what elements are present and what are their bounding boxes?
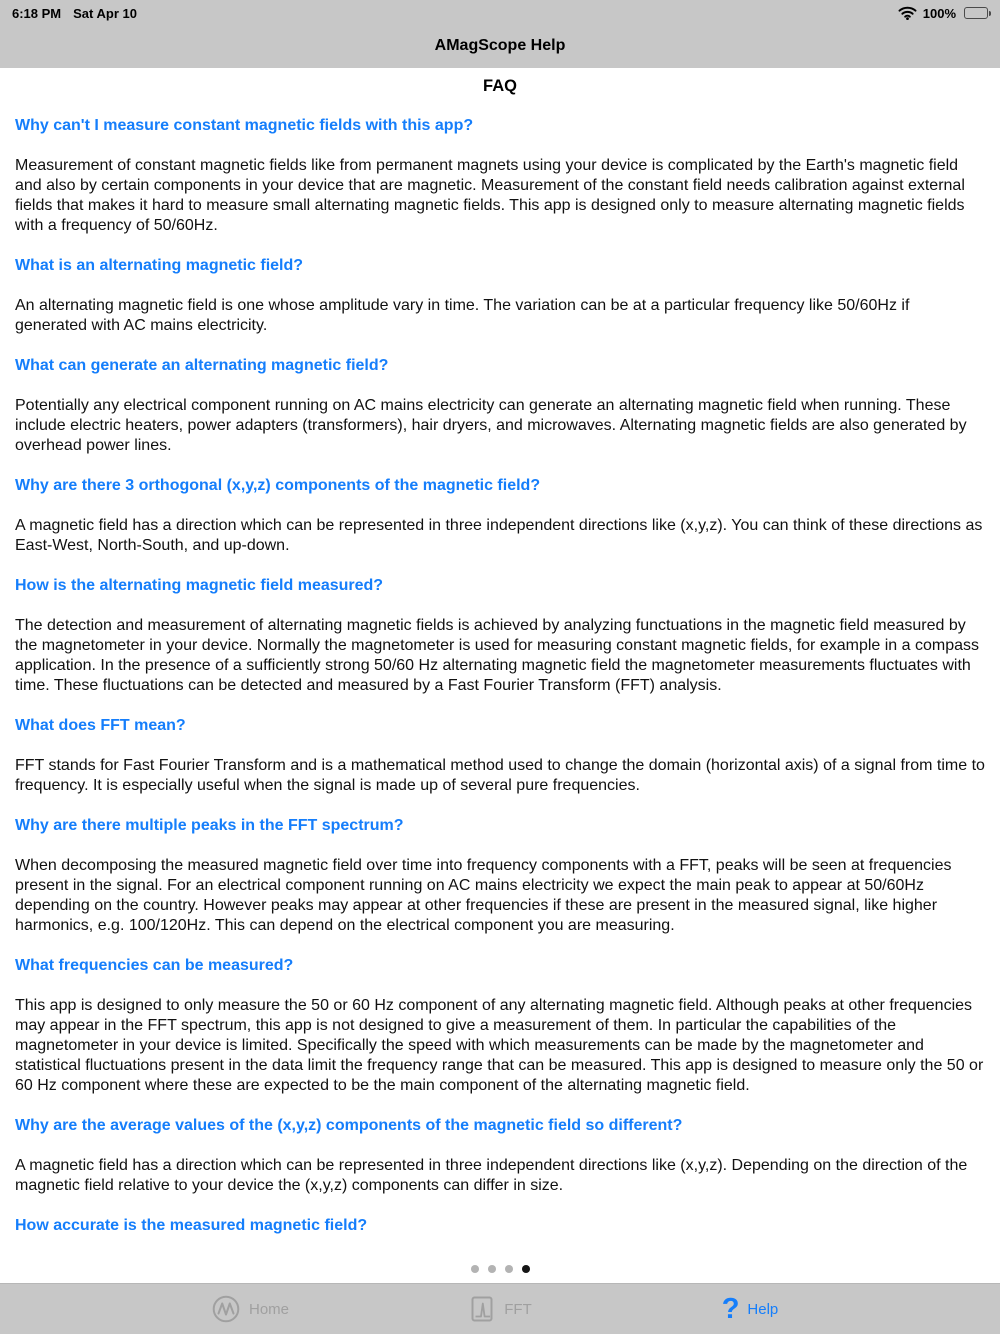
faq-question: What can generate an alternating magnetic field?	[15, 357, 389, 374]
status-date: Sat Apr 10	[73, 5, 137, 21]
battery-percent: 100%	[922, 5, 956, 21]
faq-answer: An alternating magnetic field is one whose amplitude vary in time. The variation can be at a particular frequency like 50/60Hz if generated with AC mains electricity.	[15, 297, 910, 334]
faq-question: How is the alternating magnetic field measured?	[15, 577, 384, 594]
faq-question: Why can't I measure constant magnetic fields with this app?	[15, 117, 474, 134]
tab-fft[interactable]	[375, 1294, 625, 1324]
faq-question: Why are the average values of the (x,y,z) components of the magnetic field so different?	[15, 1117, 683, 1134]
faq-question: Why are there multiple peaks in the FFT spectrum?	[15, 817, 404, 834]
nav-title: AMagScope Help	[434, 37, 566, 54]
status-bar	[0, 0, 1000, 24]
faq-answer: Measurement of constant magnetic fields like from permanent magnets using your device is complicated by the Earth's magnetic field and also by certain components in your device that are magnetic. Measurement of the constant field needs calibration against external fields that makes it hard to measure small alternating magnetic fields. This app is designed only to measure alternating magnetic fields with a frequency of 50/60Hz.	[15, 157, 965, 234]
faq-question: What is an alternating magnetic field?	[15, 257, 304, 274]
faq-answer: The detection and measurement of alternating magnetic fields is achieved by analyzing functuations in the magnetic field measured by the magnetometer in your device. Normally the magnetometer is used for measuring constant magnetic fields, for example in a compass application. In the presence of a sufficiently strong 50/60 Hz alternating magnetic field the magnetometer measurements fluctuates with time. These fluctuations can be detected and measured by a Fast Fourier Transform (FFT) analysis.	[15, 617, 980, 694]
page-dot-active[interactable]	[522, 1265, 530, 1273]
faq-question: How accurate is the measured magnetic field?	[15, 1217, 368, 1234]
status-right	[898, 6, 988, 21]
faq-answer: FFT stands for Fast Fourier Transform and is a mathematical method used to change the domain (horizontal axis) of a signal from time to frequency. It is especially useful when the signal is made up of several pure frequencies.	[15, 757, 985, 794]
faq-question: Why are there 3 orthogonal (x,y,z) components of the magnetic field?	[15, 477, 541, 494]
faq-answer: A magnetic field has a direction which can be represented in three independent directions like (x,y,z). Depending on the direction of the magnetic field relative to your device the (x,y,z) components can differ in size.	[15, 1157, 968, 1194]
faq-question: What frequencies can be measured?	[15, 957, 294, 974]
page-dot[interactable]	[471, 1265, 479, 1273]
nav-bar	[0, 24, 1000, 68]
status-time: 6:18 PM	[12, 5, 62, 21]
faq-question: What does FFT mean?	[15, 717, 186, 734]
page-dot[interactable]	[488, 1265, 496, 1273]
faq-answer: This app is designed to only measure the 50 or 60 Hz component of any alternating magnetic field. Although peaks at other frequencies may appear in the FFT spectrum, this app is not designed to give a measurement of them. In particular the capabilities of the magnetometer in your device is limited. Specifically the speed with which measurements can be made by the magnetometer and statistical fluctuations present in the data limit the frequency range that can be measured. This app is designed to measure only the 50 or 60 Hz component where these are expected to be the main component of the alternating magnetic field.	[15, 997, 984, 1094]
page-title: FAQ	[483, 77, 517, 95]
tab-help[interactable]	[625, 1294, 875, 1324]
page-dot[interactable]	[505, 1265, 513, 1273]
faq-answer: When decomposing the measured magnetic field over time into frequency components with a FFT, peaks will be seen at frequencies present in the signal. For an electrical component running on AC mains electricity we expect the main peak to appear at 50/60Hz depending on the country. However peaks may appear at other frequencies if these are present in the measured signal, like higher harmonics, e.g. 100/120Hz. This can depend on the electrical component you are measuring.	[15, 857, 952, 934]
faq-answer: A magnetic field has a direction which can be represented in three independent directions like (x,y,z). You can think of these directions as East-West, North-South, and up-down.	[15, 517, 983, 554]
tab-bar	[0, 1283, 1000, 1334]
tab-home-label: Home	[248, 1300, 289, 1318]
faq-answer: Potentially any electrical component running on AC mains electricity can generate an alternating magnetic field when running. These include electric heaters, power adapters (transformers), hair dryers, and microwaves. Alternating magnetic fields are also generated by overhead power lines.	[15, 397, 967, 454]
tab-home[interactable]	[125, 1294, 375, 1324]
battery-icon	[964, 7, 988, 19]
tab-fft-label: FFT	[504, 1300, 532, 1318]
waveform-circle-icon	[211, 1294, 241, 1324]
help-scroll-area[interactable]	[0, 68, 1000, 1283]
question-mark-icon: ?	[721, 1293, 740, 1325]
fft-spectrum-icon	[468, 1294, 496, 1324]
tab-help-label: Help	[747, 1300, 779, 1318]
top-chrome	[0, 0, 1000, 68]
wifi-icon	[898, 6, 917, 20]
page-control[interactable]	[0, 1265, 1000, 1273]
status-left	[12, 6, 137, 21]
